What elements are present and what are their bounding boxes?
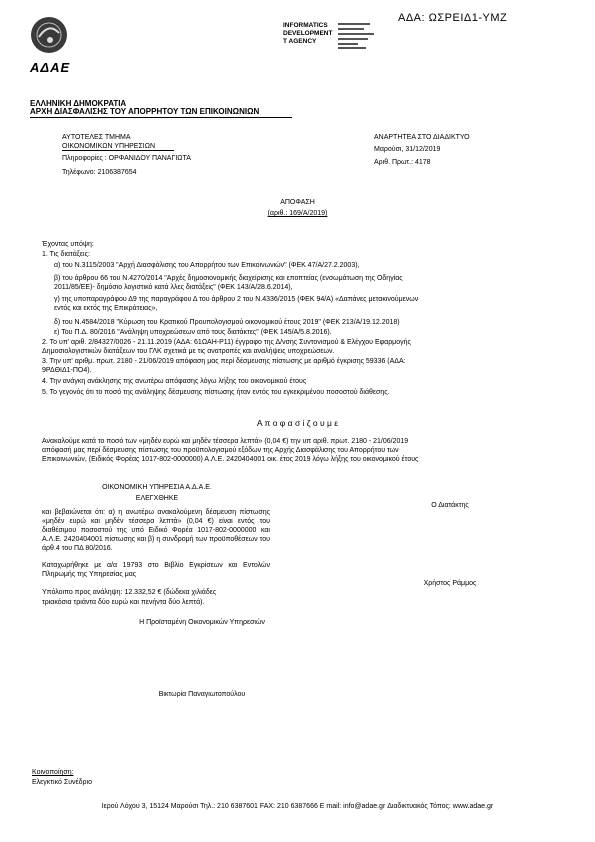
considering-item-4: 4. Την ανάγκη ανάκλησης της ανωτέρω απόφασης λόγω λήξης του οικονομικού έτους <box>42 378 307 385</box>
considering-item-1b-line-1: β) του άρθρου 66 του Ν.4270/2014 "Αρχές δημοσιονομικής διαχείρισης και εποπτείας (ενσωμάτωση της Οδηγίας <box>54 275 403 282</box>
posting-date: Μαρούσι, 31/12/2019 <box>374 146 441 153</box>
considering-item-1d: δ) του Ν.4584/2018 "Κύρωση του Κρατικού Προυπολογισμού οικονομικού έτους 2019" (ΦΕΚ 213/Α/19.12.2018) <box>54 319 400 326</box>
country-name: ΕΛΛΗΝΙΚΗ ΔΗΜΟΚΡΑΤΙΑ <box>30 99 127 108</box>
authority-logo-icon <box>26 14 72 64</box>
signer-name: Χρήστος Ράμμος <box>423 580 477 587</box>
considering-item-1: 1. Τις διατάξεις: <box>42 251 90 258</box>
considering-item-1a: α) του Ν.3115/2003 "Αρχή Διασφάλισης του Απορρήτου των Επικοινωνιών" (ΦΕΚ 47/Α/27.2.2003), <box>54 262 360 269</box>
notification-recipient: Ελεγκτικό Συνέδριο <box>32 779 92 786</box>
finance-checked-label: ΕΛΕΓΧΘΗΚΕ <box>135 495 179 502</box>
header-divider <box>30 117 292 118</box>
finance-registration-text: Καταχωρήθηκε με α/α 19793 στο Βιβλίο Εγκρίσεων και Εντολών Πληρωμής της Υπηρεσίας μας <box>42 562 270 578</box>
ada-code: ΑΔΑ: ΩΣΡΕΙΔ1-ΥΜΖ <box>398 12 508 24</box>
agency-tagline-graphic <box>338 22 380 50</box>
agency-name-line-1: INFORMATICS <box>283 22 328 29</box>
decide-text-line-2: απόφασή μας περί δέσμευσης πίστωσης του προϋπολογισμού εξόδων της Αρχής Διασφάλισης του Απορρήτου των <box>42 447 399 454</box>
considering-item-1c-line-2: εντός και εκτός της Επικράτειας», <box>54 305 158 312</box>
finance-head-title: Η Προϊσταμένη Οικονομικών Υπηρεσιών <box>139 619 265 626</box>
decide-text-line-1: Ανακαλούμε κατά το ποσό των «μηδέν ευρώ και μηδέν τέσσερα λεπτά» (0,04 €) την υπ αριθ. πρωτ. 2180 - 21/06/2019 <box>42 438 409 445</box>
signer-title: Ο Διατάκτης <box>431 502 469 509</box>
sender-phone: Τηλέφωνο: 2106387654 <box>62 169 137 176</box>
considering-item-1c-line-1: γ) της υποπαραγράφου Δ9 της παραγράφου Δ του άρθρου 2 του Ν.4336/2015 (ΦΕΚ 94/Α) «Δαπάνες μετακινούμενων <box>54 296 419 303</box>
considering-item-2-line-1: 2. Το υπ' αριθ. 2/84327/0026 - 21.11.2019 (ΑΔΑ: 61ΩΑΗ-Ρ11) έγγραφο της Δ/νσης Συντονισμού & Ελέγχου Εφαρμογής <box>42 339 411 346</box>
decide-text-line-3: Επικοινωνιών, (Ειδικός Φορέας 1017-802-0000000) Α.Λ.Ε. 2420404001 οικ. έτος 2019 λόγω λήξης του οικονομικού έτους <box>42 456 419 463</box>
finance-remaining-line-2: τριακόσια τριάντα δύο ευρώ και πενήντα δύο λεπτά). <box>42 599 205 606</box>
considering-item-5: 5. Το γεγονός ότι το ποσό της ανάληψης δέσμευσης πίστωσης ήταν εντός του εγκεκριμένου ποσοστού διάθεσης. <box>42 389 390 396</box>
agency-name-line-2: DEVELOPMENT <box>283 30 333 37</box>
protocol-number: Αριθ. Πρωτ.: 4178 <box>374 159 431 166</box>
authority-name: ΑΡΧΗ ΔΙΑΣΦΑΛΙΣΗΣ ΤΟΥ ΑΠΟΡΡΗΤΟΥ ΤΩΝ ΕΠΙΚΟΙΝΩΝΙΩΝ <box>30 107 260 116</box>
posting-notice: ΑΝΑΡΤΗΤΕΑ ΣΤΟ ΔΙΑΔΙΚΤΥΟ <box>374 134 470 141</box>
finance-head-name: Βικτωρία Παναγιωτοπούλου <box>158 691 246 698</box>
considering-item-1e: ε) Του Π.Δ. 80/2016 "Ανάληψη υποχρεώσεων από τους διατάκτες" (ΦΕΚ 145/Α/5.8.2016). <box>54 329 332 336</box>
notification-title: Κοινοποίηση: <box>32 769 74 776</box>
logo-text: ΑΔΑΕ <box>30 60 71 75</box>
sender-department: ΑΥΤΟΤΕΛΕΣ ΤΜΗΜΑ <box>62 134 131 141</box>
sender-underline <box>62 150 174 151</box>
sender-contact-person: Πληροφορίες : ΟΡΦΑΝΙΔΟΥ ΠΑΝΑΓΙΩΤΑ <box>62 155 191 162</box>
finance-verification-text: και βεβαιώνεται ότι: α) η ανωτέρω ανακαλούμενη δέσμευση πίστωσης «μηδέν ευρώ και μηδέν τέσσερα λεπτά» (0,04 €) είναι εντός του διαθέσιμου ποσοστού της υπό Ειδικό Φορέα 1017-802-0000000 και Α.Λ.Ε. 2420404001 πίστωσης και β) η συνδρομή των προϋποθέσεων του άρθ.4 του ΠΔ 80/2016. <box>42 509 270 552</box>
considering-item-1b-line-2: 2011/85/ΕΕ)- δημόσιο λογιστικό κατά λλες διατάξεις" (ΦΕΚ 143/Α/28.6.2014), <box>54 284 293 291</box>
finance-department-title: ΟΙΚΟΝΟΜΙΚΗ ΥΠΗΡΕΣΙΑ Α.Δ.Α.Ε. <box>102 484 212 491</box>
sender-unit: ΟΙΚΟΝΟΜΙΚΩΝ ΥΠΗΡΕΣΙΩΝ <box>62 143 156 150</box>
decision-title: ΑΠΟΦΑΣΗ <box>280 199 315 206</box>
considering-item-3-line-2: 9ΡΔΘΙΔ1-ΠΟ4). <box>42 367 92 374</box>
finance-remaining-line-1: Υπόλοιπο προς ανάληψη: 12.332,52 € (δώδεκα χιλιάδες <box>42 589 217 596</box>
agency-name-line-3: T AGENCY <box>283 38 317 45</box>
decision-number: (αριθ.: 169/Α/2019) <box>267 210 328 217</box>
considering-intro: Έχοντας υπόψη: <box>42 241 94 248</box>
decide-heading: Α π ο φ α σ ί ζ ο υ μ ε <box>256 418 339 428</box>
considering-item-2-line-2: Δημοσιολογιστικών διατάξεων του ΓΛΚ σχετικά με τις ανατροπές και αναλήψεις υποχρεώσεων. <box>42 348 335 355</box>
footer-contact: Ιερού Λόχου 3, 15124 Μαρούσι Τηλ.: 210 6387601 FAX: 210 6387666 E mail: info@adae.gr Διαδικτυακός Τόπος: www.adae.gr <box>101 803 494 810</box>
considering-item-3-line-1: 3. Την υπ' αριθμ. πρωτ. 2180 - 21/06/2019 απόφαση μας περί δέσμευσης πίστωσης με αριθμό έγκρισης 59336 (ΑΔΑ: <box>42 358 406 365</box>
